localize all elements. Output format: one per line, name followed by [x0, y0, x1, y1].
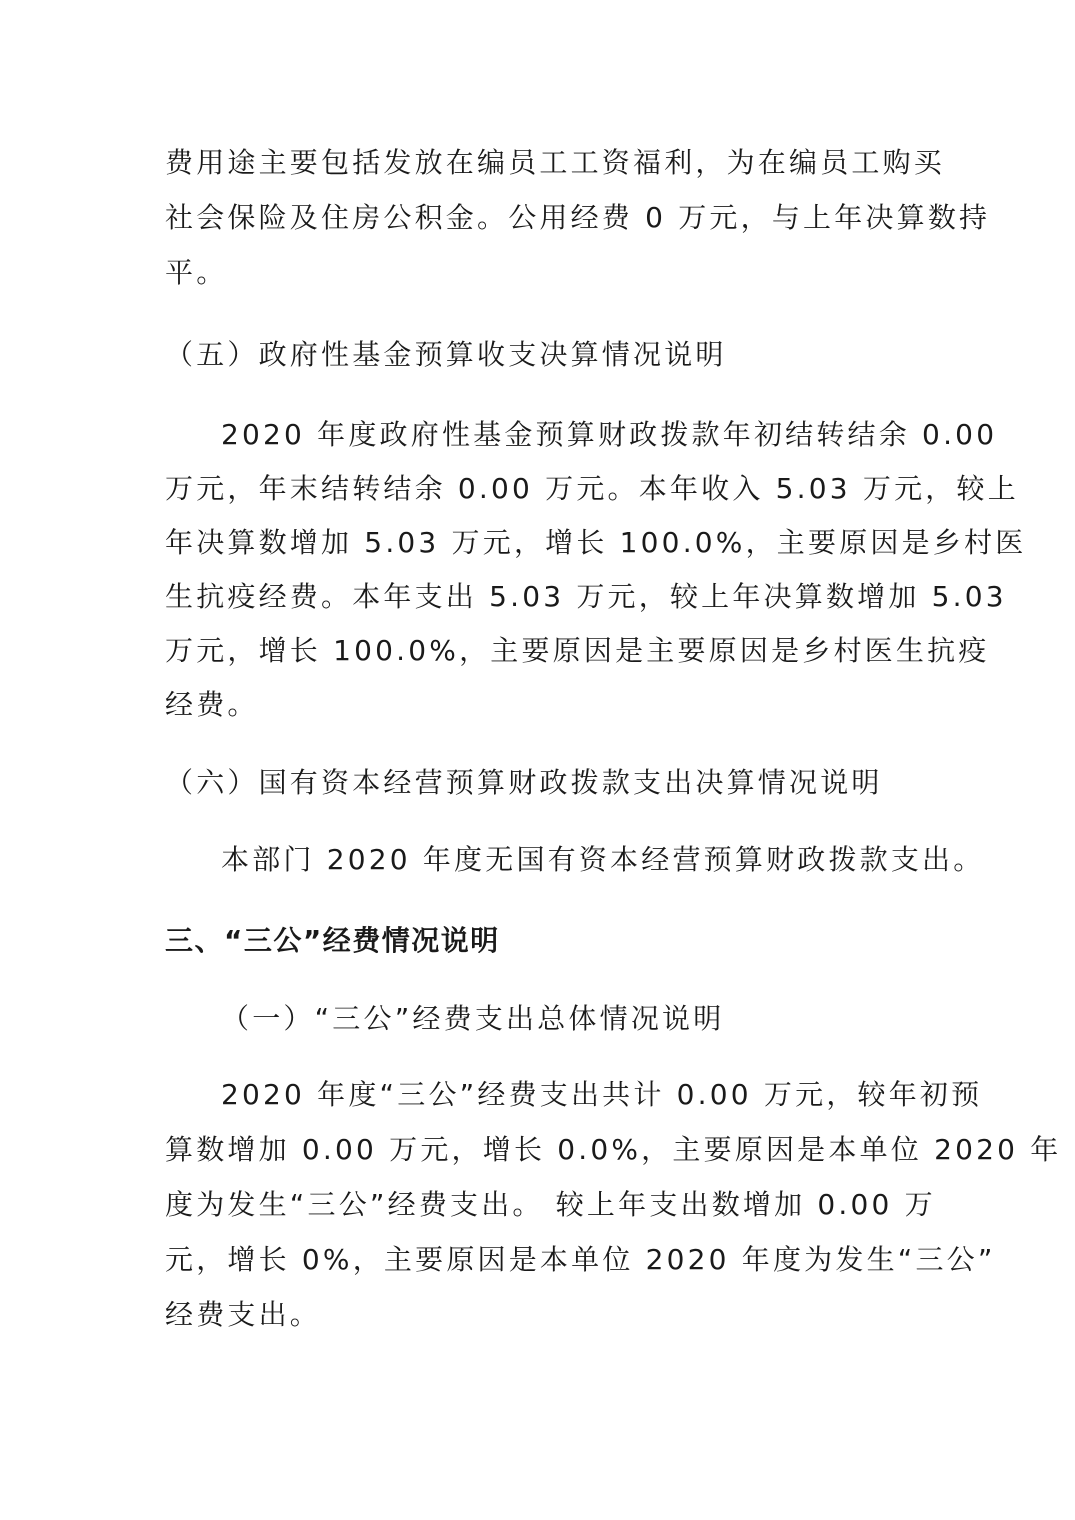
paragraph-line: 2020 年度“三公”经费支出共计 0.00 万元，较年初预	[221, 1078, 983, 1111]
paragraph-line: 年决算数增加 5.03 万元，增长 100.0%，主要原因是乡村医	[165, 526, 1027, 559]
paragraph-line: 经费支出。	[165, 1298, 322, 1331]
paragraph-line: 万元，年末结转结余 0.00 万元。本年收入 5.03 万元，较上	[165, 472, 1019, 505]
paragraph-line: 经费。	[165, 688, 259, 721]
chapter-3-heading: 三、“三公”经费情况说明	[165, 924, 500, 957]
paragraph-line: 费用途主要包括发放在编员工工资福利，为在编员工购买	[165, 146, 946, 179]
paragraph-line: 算数增加 0.00 万元，增长 0.0%，主要原因是本单位 2020 年	[165, 1133, 1062, 1166]
paragraph-line: 本部门 2020 年度无国有资本经营预算财政拨款支出。	[221, 843, 985, 876]
paragraph-line: 2020 年度政府性基金预算财政拨款年初结转结余 0.00	[221, 418, 998, 451]
section-5-heading: （五）政府性基金预算收支决算情况说明	[165, 338, 727, 371]
paragraph-line: 平。	[165, 256, 228, 289]
section-6-heading: （六）国有资本经营预算财政拨款支出决算情况说明	[165, 766, 883, 799]
paragraph-line: 元，增长 0%，主要原因是本单位 2020 年度为发生“三公”	[165, 1243, 996, 1276]
subsection-1-heading: （一）“三公”经费支出总体情况说明	[221, 1002, 725, 1035]
paragraph-line: 度为发生“三公”经费支出。 较上年支出数增加 0.00 万	[165, 1188, 936, 1221]
paragraph-line: 万元，增长 100.0%，主要原因是主要原因是乡村医生抗疫	[165, 634, 990, 667]
paragraph-line: 生抗疫经费。本年支出 5.03 万元，较上年决算数增加 5.03	[165, 580, 1007, 613]
paragraph-line: 社会保险及住房公积金。公用经费 0 万元，与上年决算数持	[165, 201, 991, 234]
